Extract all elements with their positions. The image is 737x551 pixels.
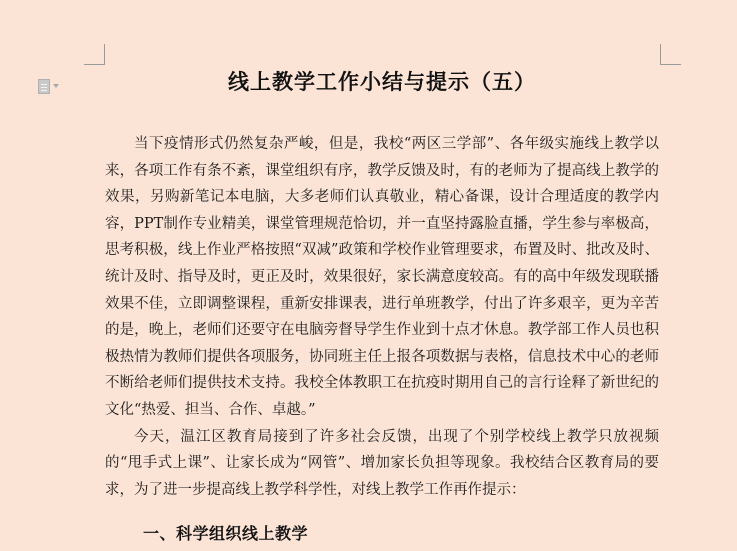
paragraph-2: 今天，温江区教育局接到了许多社会反馈，出现了个别学校线上教学只放视频的“甩手式上课”、让家长成为“网管”、增加家长负担等现象。我校结合区教育局的要求，为了进一步提高线上教学科学性，对线上教学工作再作提示： — [105, 428, 659, 498]
chevron-down-icon — [53, 84, 59, 88]
crop-mark-top-left — [84, 44, 105, 65]
section-heading: 一、科学组织线上教学 — [143, 524, 309, 543]
paragraph-1: 当下疫情形式仍然复杂严峻，但是，我校“两区三学部”、各年级实施线上教学以来，各项工作有条不紊，课堂组织有序，教学反馈及时，有的老师为了提高线上教学的效果，另购新笔记本电脑，大多老师们认真敬业，精心备课，设计合理适度的教学内容，PPT制作专业精美，课堂管理规范恰切，并一直坚持露脸直播，学生参与率极高，思考积极，线上作业严格按照“双减”政策和学校作业管理要求，布置及时、批改及时、统计及时、指导及时，更正及时，效果很好，家长满意度较高。有的高中年级发现联播效果不佳，立即调整课程，重新安排课表，进行单班教学，付出了许多艰辛，更为辛苦的是，晚上，老师们还要守在电脑旁督导学生作业到十点才休息。教学部工作人员也积极热情为教师们提供各项服务，协同班主任上报各项数据与表格，信息技术中心的老师不断给老师们提供技术支持。我校全体教职工在抗疫时期用自己的言行诠释了新世纪的文化“热爱、担当、合作、卓越。” — [105, 136, 659, 418]
crop-mark-top-right — [660, 44, 681, 65]
document-body — [105, 131, 659, 503]
document-title: 线上教学工作小结与提示（五） — [228, 70, 536, 94]
sheet-icon — [38, 79, 50, 94]
document-icon[interactable] — [38, 78, 68, 94]
